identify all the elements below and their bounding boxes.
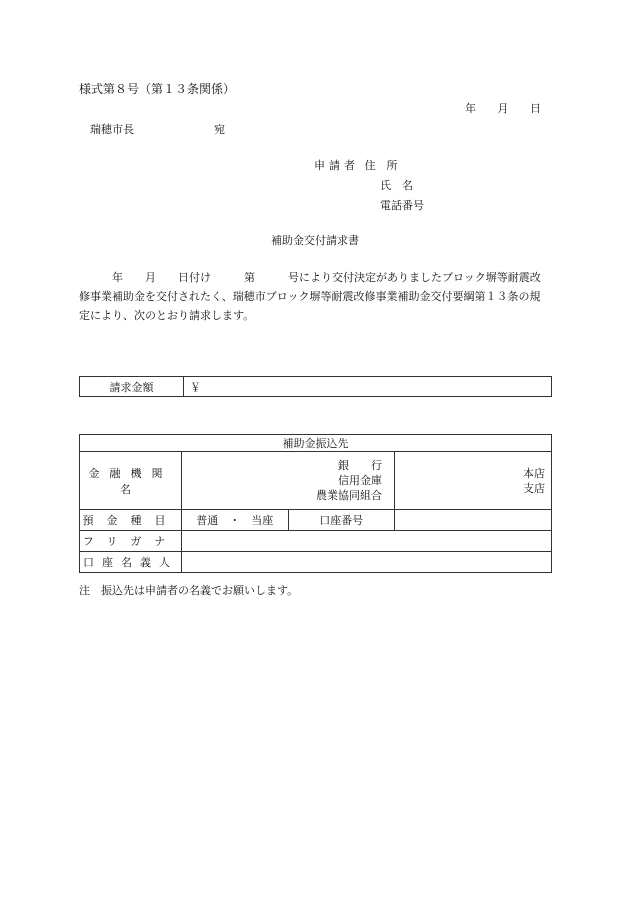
addressee-suffix: 宛 [214,123,225,136]
applicant-label: 申請者 [314,159,359,172]
address-label: 住 所 [364,159,398,172]
branch-field[interactable] [395,452,552,510]
holder-field[interactable] [182,552,552,573]
account-number-field[interactable] [395,510,552,531]
institution-label: 金融機関名 [80,452,182,510]
yen-symbol: ￥ [190,380,201,394]
amount-value-field[interactable] [184,377,552,397]
date-day: 日 [530,102,541,115]
addressee-name: 瑞穂市長 [90,123,134,136]
phone-label: 電話番号 [380,199,424,212]
type-bank: 銀 行 [338,459,382,472]
applicant-block [314,156,424,216]
branch-main: 本店 [523,466,545,480]
account-type-value[interactable]: 普通 ・ 当座 [182,510,289,531]
holder-label: 口座名義人 [80,552,182,573]
addressee [90,121,225,137]
institution-field[interactable] [182,452,395,510]
amount-table [79,376,552,397]
request-statement: 年 月 日付け 第 号により交付決定がありましたブロック塀等耐震改修事業補助金を交付されたく、瑞穂市ブロック塀等耐震改修事業補助金交付要綱第１３条の規定により、次のとおり請求します。 [79,271,541,322]
note: 注 振込先は申請者の名義でお願いします。 [79,584,299,597]
account-type-label: 預金種目 [80,510,182,531]
amount-label: 請求金額 [80,377,184,397]
account-number-label: 口座番号 [288,510,395,531]
date-line [465,100,559,116]
furigana-label: フリガナ [80,531,182,552]
furigana-field[interactable] [182,531,552,552]
form-number: 様式第８号（第１３条関係） [79,82,236,96]
bank-table [79,434,552,573]
date-year: 年 [465,102,476,115]
branch-sub: 支店 [523,481,545,495]
name-label: 氏 名 [380,179,413,192]
bank-table-header: 補助金振込先 [80,435,552,452]
date-month: 月 [497,102,509,115]
type-agri-coop: 農業協同組合 [316,489,382,502]
document-title: 補助金交付請求書 [271,234,359,247]
type-credit-union: 信用金庫 [338,474,382,487]
